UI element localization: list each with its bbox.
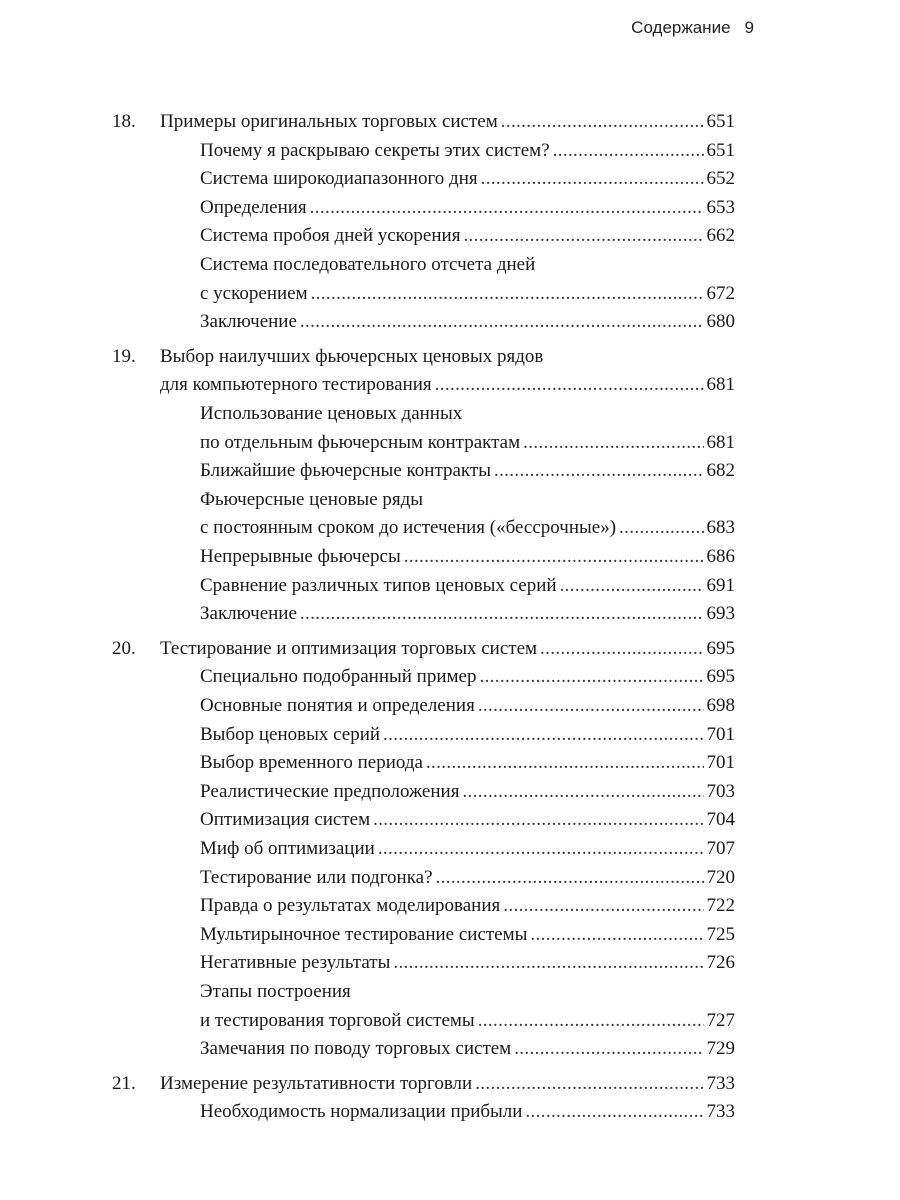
toc-title-line: Мультирыночное тестирование системы <box>200 923 528 945</box>
dot-leader <box>494 457 704 485</box>
toc-page-number: 704 <box>706 809 735 831</box>
dot-leader <box>560 572 704 600</box>
toc-title-line: Необходимость нормализации прибыли <box>200 1101 523 1123</box>
toc-page-number: 720 <box>706 866 735 888</box>
toc-title-line: Определения <box>200 196 307 218</box>
toc-page-number: 701 <box>706 723 735 745</box>
toc-title-line: Фьючерсные ценовые ряды <box>200 488 424 510</box>
toc-title-line: с ускорением <box>200 282 308 304</box>
toc-page-number: 695 <box>706 637 735 659</box>
dot-leader <box>462 778 703 806</box>
running-head <box>631 18 754 38</box>
dot-leader <box>553 137 704 165</box>
toc-title-line: Выбор ценовых серий <box>200 723 381 745</box>
toc-title-line: Заключение <box>200 603 297 625</box>
toc-title-line: Основные понятия и определения <box>200 695 475 716</box>
toc-title-line: Специально подобранный пример <box>200 666 477 688</box>
toc-title-line: Тестирование и оптимизация торговых систем <box>160 637 538 659</box>
dot-leader <box>435 371 704 399</box>
toc-title-line: Измерение результативности торговли <box>160 1072 473 1094</box>
toc-title-line: Ближайшие фьючерсные контракты <box>200 460 491 482</box>
dot-leader <box>475 1070 703 1098</box>
toc-title-line: по отдельным фьючерсным контрактам <box>200 431 521 453</box>
toc-title-line: для компьютерного тестирования <box>160 374 432 396</box>
toc-page-number: 701 <box>706 752 735 774</box>
toc-page-number: 682 <box>706 460 735 482</box>
toc-page-number: 695 <box>706 666 735 688</box>
dot-leader <box>478 1007 704 1035</box>
toc-page-number: 683 <box>706 517 735 539</box>
toc-page-number: 681 <box>706 431 735 453</box>
toc-title-line: Примеры оригинальных торговых систем <box>160 111 498 132</box>
toc-page-number: 680 <box>706 311 735 333</box>
toc-page-number: 651 <box>706 139 735 161</box>
toc-page-number: 703 <box>706 780 735 802</box>
toc-title-line: Миф об оптимизации <box>200 838 375 859</box>
toc-title-line: Система пробоя дней ускорения <box>200 225 461 247</box>
dot-leader <box>393 949 703 977</box>
dot-leader <box>310 194 704 222</box>
toc-title-line: Выбор наилучших фьючерсных ценовых рядов <box>160 345 544 367</box>
chapter-number: 18. <box>112 111 136 132</box>
toc-title-line: Использование ценовых данных <box>200 403 463 424</box>
toc-title-line: и тестирования торговой системы <box>200 1009 475 1031</box>
toc-title-line: Оптимизация систем <box>200 809 371 831</box>
chapter-number: 20. <box>112 637 136 659</box>
section-title: Содержание <box>631 18 731 37</box>
dot-leader <box>523 429 703 457</box>
toc-page-number: 653 <box>706 196 735 218</box>
toc-page-number: 681 <box>706 374 735 396</box>
toc-page-number: 652 <box>706 168 735 190</box>
toc-page-number: 707 <box>706 838 735 859</box>
toc-title-line: Почему я раскрываю секреты этих систем? <box>200 139 550 161</box>
toc-page-number: 651 <box>706 111 735 132</box>
dot-leader <box>463 222 703 250</box>
toc-title-line: Выбор временного периода <box>200 752 423 774</box>
dot-leader <box>436 864 704 892</box>
toc-page-number: 693 <box>706 603 735 625</box>
toc-title-line: Этапы построения <box>200 981 351 1002</box>
dot-leader <box>478 692 704 720</box>
dot-leader <box>300 308 704 336</box>
toc-title-line: Сравнение различных типов ценовых серий <box>200 574 557 596</box>
dot-leader <box>619 514 703 542</box>
toc-title-line: Правда о результатах моделирования <box>200 895 501 917</box>
dot-leader <box>530 921 703 949</box>
toc-page-number: 691 <box>706 574 735 596</box>
toc-title-line: Система последовательного отсчета дней <box>200 254 536 275</box>
chapter-number: 21. <box>112 1072 136 1094</box>
toc-page-number: 662 <box>706 225 735 247</box>
dot-leader <box>540 635 703 663</box>
toc-title-line: Непрерывные фьючерсы <box>200 546 401 567</box>
toc-page-number: 698 <box>706 695 735 716</box>
page-number: 9 <box>744 18 754 37</box>
toc-page-number: 733 <box>706 1101 735 1123</box>
toc-page-number: 727 <box>706 1009 735 1031</box>
dot-leader <box>311 280 704 308</box>
dot-leader <box>383 721 703 749</box>
toc-page-number: 686 <box>706 546 735 567</box>
toc-page-number: 729 <box>706 1038 735 1060</box>
dot-leader <box>378 835 704 863</box>
toc-page-number: 733 <box>706 1072 735 1094</box>
chapter-number: 19. <box>112 345 136 367</box>
dot-leader <box>300 600 704 628</box>
dot-leader <box>503 892 703 920</box>
dot-leader <box>404 543 704 571</box>
toc-page-number: 722 <box>706 895 735 917</box>
dot-leader <box>514 1035 703 1063</box>
toc-title-line: Тестирование или подгонка? <box>200 866 433 888</box>
toc-page-number: 725 <box>706 923 735 945</box>
toc-title-line: с постоянным сроком до истечения («бессрочные») <box>200 517 617 539</box>
dot-leader <box>481 165 704 193</box>
dot-leader <box>525 1098 703 1126</box>
dot-leader <box>373 806 703 834</box>
toc-title-line: Негативные результаты <box>200 952 391 974</box>
toc-title-line: Система широкодиапазонного дня <box>200 168 478 190</box>
dot-leader <box>479 663 703 691</box>
toc-title-line: Замечания по поводу торговых систем <box>200 1038 512 1060</box>
toc-title-line: Заключение <box>200 311 297 333</box>
toc-title-line: Реалистические предположения <box>200 780 460 802</box>
dot-leader <box>426 749 704 777</box>
toc-page-number: 672 <box>706 282 735 304</box>
toc-page-number: 726 <box>706 952 735 974</box>
dot-leader <box>501 108 704 136</box>
